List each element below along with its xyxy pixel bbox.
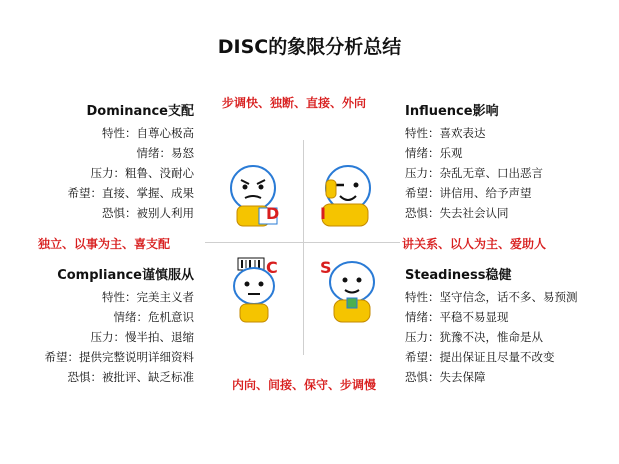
badge-i: I <box>320 204 326 223</box>
quadrant-heading: Influence影响 <box>405 104 499 119</box>
quadrant-steadiness <box>405 264 578 387</box>
quadrant-compliance <box>45 264 195 387</box>
trait-row: 特性：完美主义者 <box>102 290 194 304</box>
diagram-title: DISC的象限分析总结 <box>217 36 402 58</box>
hope-row: 希望：讲信用、给予声望 <box>405 186 532 200</box>
quadrant-influence <box>405 100 543 223</box>
axis-label-bottom: 内向、间接、保守、步调慢 <box>232 378 377 392</box>
vertical-axis-line <box>303 140 304 355</box>
pressure-row: 压力：犹豫不决，惟命是从 <box>405 330 543 344</box>
emotion-row: 情绪：易怒 <box>136 146 194 160</box>
trait-row: 特性：坚守信念，话不多、易预测 <box>405 290 578 304</box>
fear-row: 恐惧：失去保障 <box>405 370 486 384</box>
axis-label-right: 讲关系、以人为主、爱助人 <box>402 237 547 251</box>
badge-d: D <box>266 204 280 223</box>
hope-row: 希望：提供完整说明详细资料 <box>44 350 194 364</box>
hope-row: 希望：提出保证且尽量不改变 <box>405 350 555 364</box>
emotion-row: 情绪：平稳不易显现 <box>405 310 509 324</box>
fear-row: 恐惧：被别人利用 <box>102 206 194 220</box>
quadrant-dominance <box>68 100 195 223</box>
quadrant-heading: Steadiness稳健 <box>405 268 512 283</box>
badge-c: C <box>266 258 278 277</box>
trait-row: 特性：喜欢表达 <box>405 126 486 140</box>
horizontal-axis-line <box>205 242 400 243</box>
axis-label-left: 独立、以事为主、喜支配 <box>38 237 171 251</box>
emotion-row: 情绪：危机意识 <box>113 310 194 324</box>
badge-s: S <box>320 258 332 277</box>
pressure-row: 压力：慢半拍、退缩 <box>90 330 194 344</box>
trait-row: 特性：自尊心极高 <box>102 126 194 140</box>
fear-row: 恐惧：失去社会认同 <box>405 206 509 220</box>
quadrant-heading: Compliance谨慎服从 <box>57 268 194 283</box>
emotion-row: 情绪：乐观 <box>405 146 463 160</box>
hope-row: 希望：直接、掌握、成果 <box>67 186 194 200</box>
quadrant-heading: Dominance支配 <box>86 104 194 119</box>
fear-row: 恐惧：被批评、缺乏标准 <box>67 370 194 384</box>
pressure-row: 压力：杂乱无章、口出恶言 <box>405 166 543 180</box>
axis-label-top: 步调快、独断、直接、外向 <box>222 96 367 110</box>
pressure-row: 压力：粗鲁、没耐心 <box>90 166 194 180</box>
